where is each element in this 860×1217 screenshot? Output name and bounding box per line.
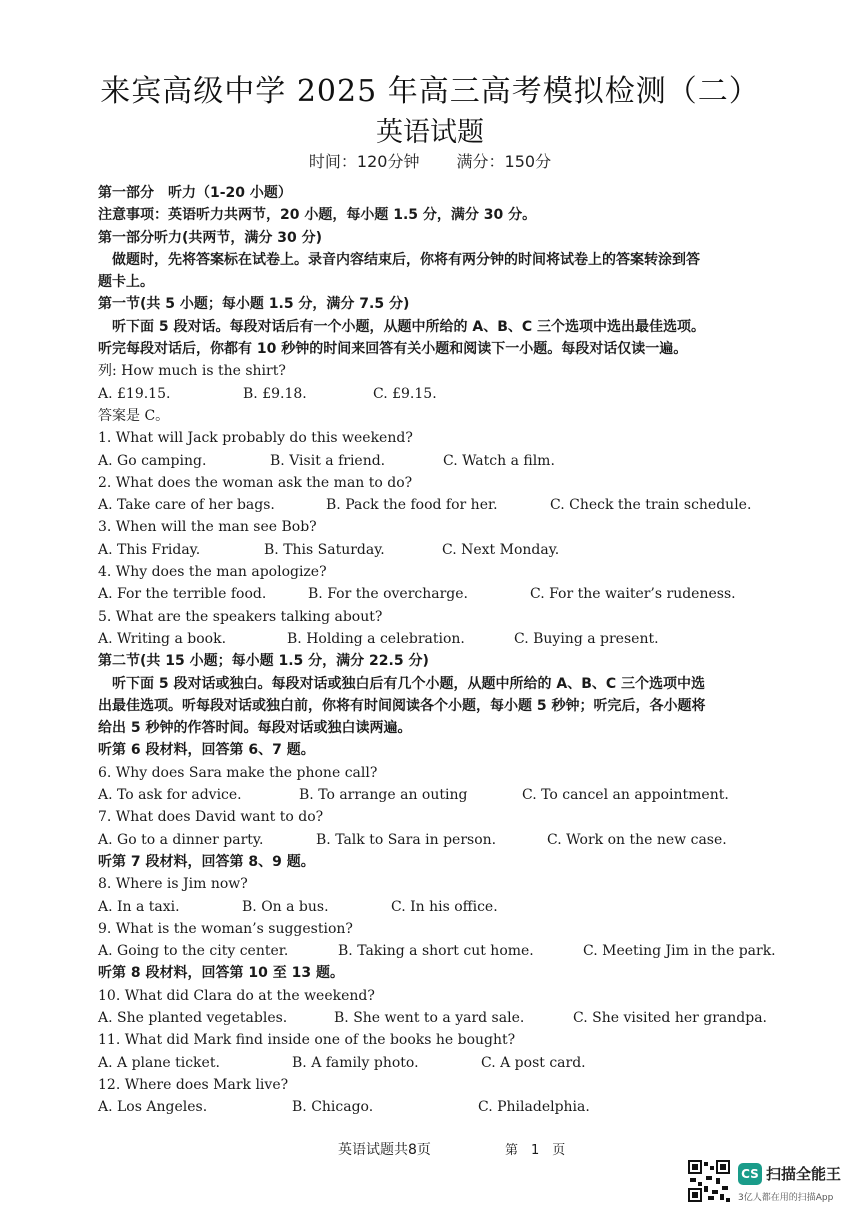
answer-options [98,450,770,472]
option-a: A. Take care of her bags. [98,497,275,514]
option-a: A. For the terrible food. [98,586,267,603]
qr-code-icon [688,1160,730,1202]
option-a: A. Writing a book. [98,630,227,647]
question-text: 列: How much is the shirt? [98,363,286,380]
exam-meta [0,149,860,172]
option-b: B. For the overcharge. [308,586,468,603]
question-text: 5. What are the speakers talking about? [98,608,383,625]
question-text: 7. What does David want to do? [98,809,324,826]
option-b: B. A family photo. [292,1054,419,1071]
answer-options [98,1052,770,1074]
answer-options [98,494,770,516]
option-c: C. Philadelphia. [478,1099,590,1116]
option-a: A. Los Angeles. [98,1099,208,1116]
option-b: B. This Saturday. [264,541,385,558]
option-c: C. Next Monday. [442,541,560,558]
question-text: 11. What did Mark find inside one of the books he bought? [98,1032,516,1049]
instruction-text: 听第 6 段材料，回答第 6、7 题。 [98,742,315,759]
question-text: 2. What does the woman ask the man to do? [98,474,413,491]
question-text: 3. When will the man see Bob? [98,519,317,536]
instruction-text: 听下面 5 段对话。每段对话后有一个小题，从题中所给的 A、B、C 三个选项中选出最佳选项。 [98,318,706,335]
instruction-text: 听第 8 段材料，回答第 10 至 13 题。 [98,965,344,982]
answer-options [98,940,776,962]
option-b: B. She went to a yard sale. [334,1009,525,1026]
answer-options [98,383,770,405]
answer-options [98,539,770,561]
option-a: A. In a taxi. [98,898,180,915]
option-c: C. Check the train schedule. [550,497,752,514]
section-heading: 第二节(共 15 小题；每小题 1.5 分，满分 22.5 分) [98,653,429,670]
option-b: B. Holding a celebration. [287,630,465,647]
exam-content [98,182,776,1118]
option-a: A. Go to a dinner party. [98,831,264,848]
camscanner-tagline: 3亿人都在用的扫描App [738,1193,834,1203]
total-pages: 英语试题共8页 [338,1142,431,1158]
option-a: A. £19.15. [98,385,171,402]
instruction-text: 给出 5 秒钟的作答时间。每段对话或独白读两遍。 [98,720,412,737]
question-text: 4. Why does the man apologize? [98,564,327,581]
question-text: 1. What will Jack probably do this weekend? [98,430,413,447]
option-c: C. A post card. [481,1054,586,1071]
option-a: A. To ask for advice. [98,787,242,804]
question-text: 8. Where is Jim now? [98,876,248,893]
page-number: 第 1 页 [505,1143,566,1158]
option-c: C. In his office. [391,898,498,915]
option-c: C. To cancel an appointment. [522,787,729,804]
option-a: A. A plane ticket. [98,1054,220,1071]
answer-options [98,829,770,851]
section-heading: 第一部分 听力（1-20 小题） [98,185,292,201]
answer-options [98,784,770,806]
instruction-text: 题卡上。 [98,274,154,291]
instruction-text: 听完每段对话后，你都有 10 秒钟的时间来回答有关小题和阅读下一小题。每段对话仅读一遍。 [98,341,688,358]
camscanner-logo-icon: CS [738,1163,762,1185]
question-text: 6. Why does Sara make the phone call? [98,764,378,781]
section-heading: 注意事项：英语听力共两节，20 小题，每小题 1.5 分，满分 30 分。 [98,207,537,224]
instruction-text: 出最佳选项。听每段对话或独白前，你将有时间阅读各个小题，每小题 5 秒钟；听完后，各小题将 [98,697,706,714]
time-limit: 时间：120分钟 [308,152,420,171]
option-b: B. Pack the food for her. [326,497,498,514]
option-c: C. Work on the new case. [547,831,727,848]
option-a: A. Go camping. [98,452,207,469]
option-c: C. Watch a film. [443,452,555,469]
option-b: B. Taking a short cut home. [338,943,534,960]
question-text: 12. Where does Mark live? [98,1076,289,1093]
option-a: A. She planted vegetables. [98,1009,288,1026]
option-a: A. Going to the city center. [98,943,289,960]
answer-options [98,1007,770,1029]
question-text: 9. What is the woman’s suggestion? [98,920,353,937]
question-text: 10. What did Clara do at the weekend? [98,987,375,1004]
answer-options [98,896,770,918]
answer-options [98,1096,770,1118]
option-b: B. Visit a friend. [270,452,386,469]
option-c: C. £9.15. [373,385,437,402]
option-c: C. For the waiter’s rudeness. [530,586,736,603]
option-c: C. Meeting Jim in the park. [583,943,776,960]
exam-subtitle: 英语试题 [376,117,484,148]
instruction-text: 听第 7 段材料，回答第 8、9 题。 [98,853,315,870]
section-heading: 第一部分听力(共两节，满分 30 分) [98,229,323,246]
exam-title: 来宾高级中学 2025 年高三高考模拟检测（二） [100,74,760,109]
option-a: A. This Friday. [98,541,201,558]
option-b: B. Talk to Sara in person. [316,831,497,848]
section-heading: 第一节(共 5 小题；每小题 1.5 分，满分 7.5 分) [98,296,410,313]
full-score: 满分：150分 [456,152,552,171]
option-b: B. £9.18. [243,385,307,402]
instruction-text: 做题时，先将答案标在试卷上。录音内容结束后，你将有两分钟的时间将试卷上的答案转涂到答 [98,251,700,268]
option-b: B. Chicago. [292,1099,374,1116]
instruction-text: 听下面 5 段对话或独白。每段对话或独白后有几个小题，从题中所给的 A、B、C 三个选项中选 [98,675,706,692]
option-b: B. To arrange an outing [299,787,468,804]
camscanner-name: 扫描全能王 [766,1165,842,1183]
question-text: 答案是 C。 [98,407,170,424]
option-c: C. She visited her grandpa. [573,1009,768,1026]
answer-options [98,628,770,650]
option-b: B. On a bus. [242,898,329,915]
answer-options [98,583,770,605]
option-c: C. Buying a present. [514,630,659,647]
